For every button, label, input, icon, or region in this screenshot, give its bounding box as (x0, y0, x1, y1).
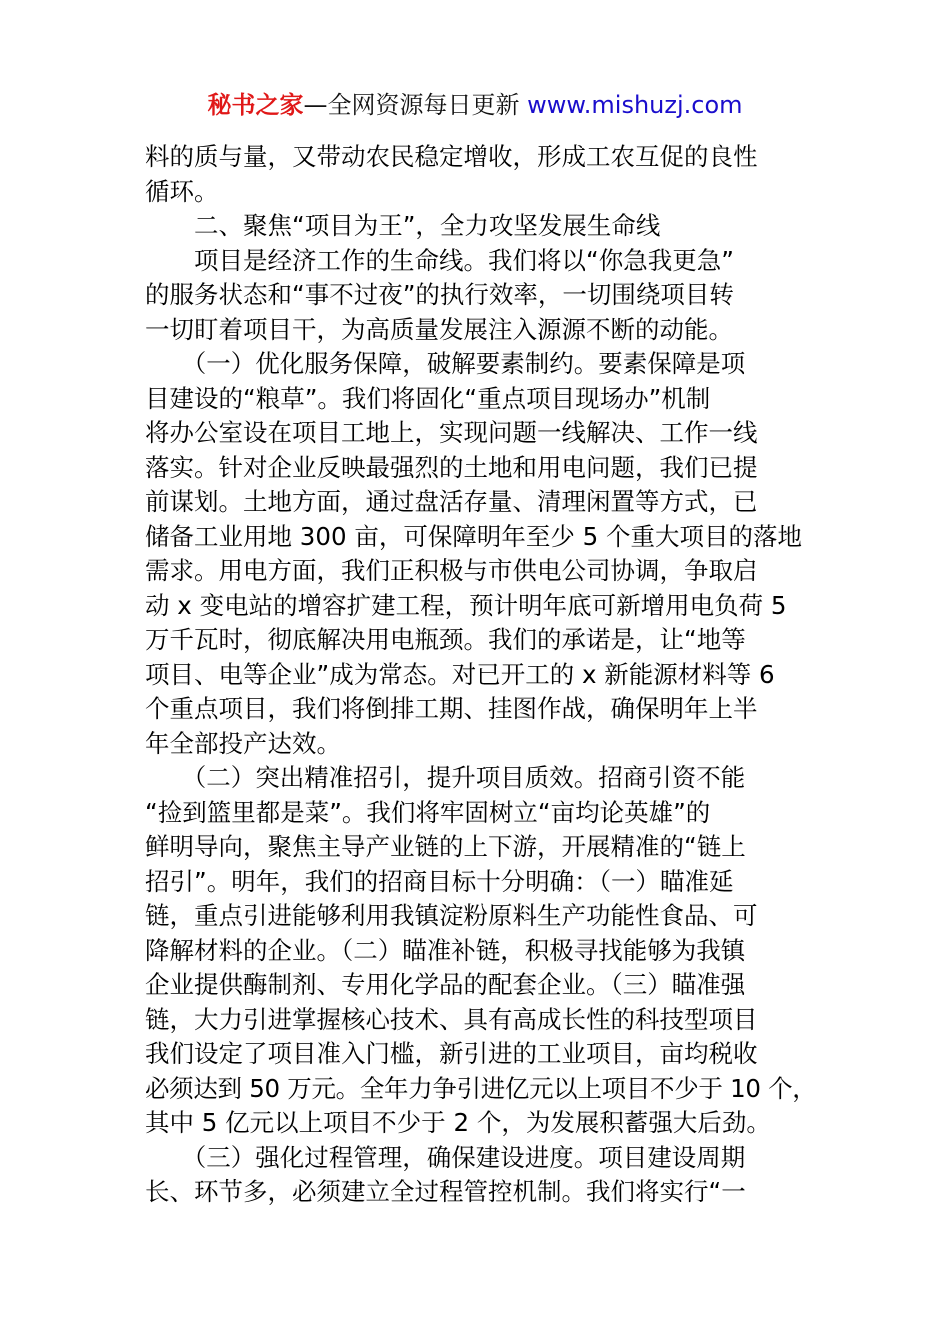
body-line: 链，大力引进掌握核心技术、具有高成长性的科技型项目 (145, 1004, 758, 1034)
body-line: 储备工业用地 300 亩，可保障明年至少 5 个重大项目的落地 (145, 521, 802, 551)
body-line: 项目、电等企业”成为常态。对已开工的 x 新能源材料等 6 (145, 659, 775, 689)
body-line: （一）优化服务保障，破解要素制约。要素保障是项 (145, 349, 746, 378)
body-line: 项目是经济工作的生命线。我们将以“你急我更急” (145, 245, 734, 275)
body-line: 链，重点引进能够利用我镇淀粉原料生产功能性食品、可 (145, 901, 758, 930)
body-line: 料的质与量，又带动农民稳定增收，形成工农互促的良性 (145, 142, 758, 171)
body-line: （二）突出精准招引，提升项目质效。招商引资不能 (145, 763, 746, 792)
body-line: 必须达到 50 万元。全年力争引进亿元以上项目不少于 10 个， (145, 1073, 817, 1103)
body-line: 的服务状态和“事不过夜”的执行效率，一切围绕项目转 (145, 280, 734, 309)
document-body (145, 140, 817, 1210)
body-line: 一切盯着项目干，为高质量发展注入源源不断的动能。 (145, 314, 733, 344)
body-line: 二、聚焦“项目为王”，全力攻坚发展生命线 (145, 211, 661, 240)
body-line: 年全部投产达效。 (145, 728, 341, 758)
body-line: 万千瓦时，彻底解决用电瓶颈。我们的承诺是，让“地等 (145, 625, 746, 654)
header-tagline: —全网资源每日更新 (303, 91, 528, 119)
body-line: 前谋划。土地方面，通过盘活存量、清理闲置等方式，已 (145, 487, 758, 516)
body-line: 其中 5 亿元以上项目不少于 2 个，为发展积蓄强大后劲。 (145, 1108, 771, 1137)
body-line: 我们设定了项目准入门槛，新引进的工业项目，亩均税收 (145, 1039, 758, 1068)
brand-name: 秘书之家 (207, 91, 304, 119)
site-url-link[interactable]: www.mishuzj.com (527, 91, 743, 119)
body-line: 落实。针对企业反映最强烈的土地和用电问题，我们已提 (145, 452, 758, 482)
body-line: （三）强化过程管理，确保建设进度。项目建设周期 (145, 1142, 746, 1172)
body-line: 招引”。明年，我们的招商目标十分明确：（一）瞄准延 (145, 866, 734, 896)
body-line: 个重点项目，我们将倒排工期、挂图作战，确保明年上半 (145, 694, 758, 723)
body-line: 需求。用电方面，我们正积极与市供电公司协调，争取启 (145, 556, 758, 585)
body-line: 循环。 (145, 176, 219, 206)
body-line: 降解材料的企业。（二）瞄准补链，积极寻找能够为我镇 (145, 935, 746, 965)
body-line: 动 x 变电站的增容扩建工程，预计明年底可新增用电负荷 5 (145, 590, 787, 620)
body-line: 将办公室设在项目工地上，实现问题一线解决、工作一线 (145, 418, 758, 447)
body-line: 目建设的“粮草”。我们将固化“重点项目现场办”机制 (145, 383, 711, 413)
page-header (0, 88, 950, 122)
body-line: “捡到篮里都是菜”。我们将牢固树立“亩均论英雄”的 (145, 797, 711, 827)
body-line: 长、环节多，必须建立全过程管控机制。我们将实行“一 (145, 1177, 746, 1206)
body-line: 企业提供酶制剂、专用化学品的配套企业。（三）瞄准强 (145, 970, 746, 999)
body-line: 鲜明导向，聚焦主导产业链的上下游，开展精准的“链上 (145, 832, 746, 861)
